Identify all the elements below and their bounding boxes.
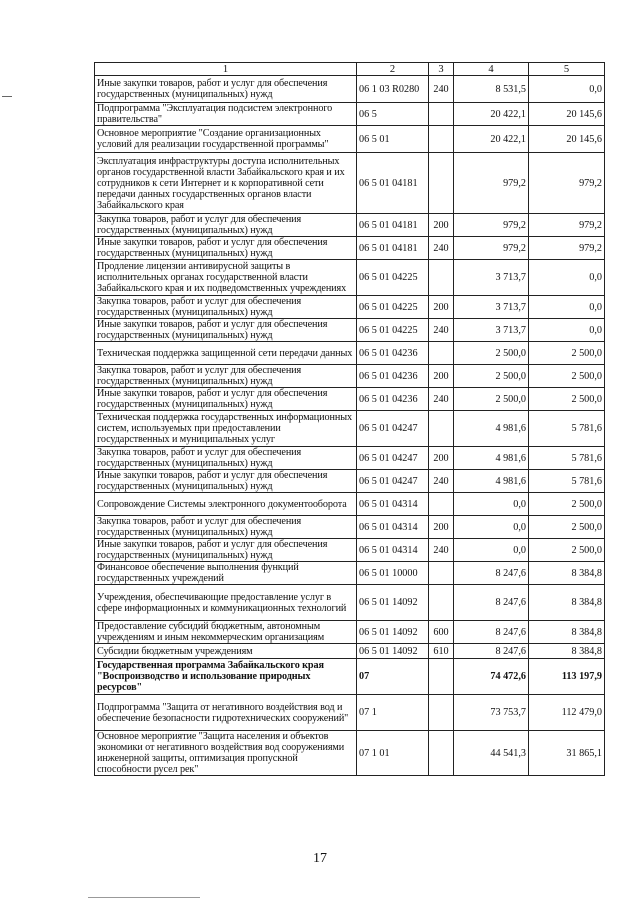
row-value-2024-cell: 979,2	[529, 153, 605, 214]
row-code-cell: 06 5 01 04314	[357, 516, 429, 539]
row-code-cell: 06 5 01	[357, 126, 429, 153]
table-row	[95, 621, 605, 644]
row-name-cell: Основное мероприятие "Создание организационных условий для реализации государственной программы"	[95, 126, 357, 153]
row-code-cell: 06 5	[357, 103, 429, 126]
row-name-cell: Подпрограмма "Защита от негативного воздействия вод и обеспечение безопасности гидротехнических сооружений"	[95, 695, 357, 731]
row-name-cell: Субсидии бюджетным учреждениям	[95, 644, 357, 659]
row-name-cell: Закупка товаров, работ и услуг для обеспечения государственных (муниципальных) нужд	[95, 296, 357, 319]
row-value-2024-cell: 2 500,0	[529, 365, 605, 388]
row-name-cell: Продление лицензии антивирусной защиты в исполнительных органах государственной власти Забайкальского края и их подведомственных учреждениях	[95, 260, 357, 296]
row-value-2023-cell: 2 500,0	[454, 342, 529, 365]
row-vr-cell: 200	[429, 296, 454, 319]
row-value-2024-cell: 5 781,6	[529, 447, 605, 470]
row-vr-cell	[429, 562, 454, 585]
row-code-cell: 06 5 01 14092	[357, 585, 429, 621]
row-code-cell: 06 5 01 04236	[357, 365, 429, 388]
row-vr-cell	[429, 126, 454, 153]
row-name-cell: Иные закупки товаров, работ и услуг для обеспечения государственных (муниципальных) нужд	[95, 76, 357, 103]
row-value-2023-cell: 3 713,7	[454, 296, 529, 319]
table-row	[95, 411, 605, 447]
table-row	[95, 470, 605, 493]
table-row	[95, 659, 605, 695]
row-value-2024-cell: 20 145,6	[529, 126, 605, 153]
row-value-2024-cell: 8 384,8	[529, 621, 605, 644]
row-value-2023-cell: 979,2	[454, 153, 529, 214]
budget-table	[94, 62, 605, 776]
table-row	[95, 585, 605, 621]
table-body	[95, 76, 605, 776]
row-value-2024-cell: 8 384,8	[529, 644, 605, 659]
table-row	[95, 237, 605, 260]
row-code-cell: 06 5 01 04247	[357, 411, 429, 447]
row-name-cell: Закупка товаров, работ и услуг для обеспечения государственных (муниципальных) нужд	[95, 516, 357, 539]
row-vr-cell: 200	[429, 214, 454, 237]
row-code-cell: 07 1	[357, 695, 429, 731]
row-vr-cell: 240	[429, 470, 454, 493]
row-vr-cell: 200	[429, 365, 454, 388]
row-code-cell: 06 5 01 04225	[357, 319, 429, 342]
row-name-cell: Иные закупки товаров, работ и услуг для обеспечения государственных (муниципальных) нужд	[95, 237, 357, 260]
row-code-cell: 06 5 01 04247	[357, 470, 429, 493]
table-row	[95, 214, 605, 237]
row-value-2024-cell: 0,0	[529, 76, 605, 103]
row-vr-cell: 240	[429, 388, 454, 411]
row-value-2023-cell: 4 981,6	[454, 411, 529, 447]
table-row	[95, 103, 605, 126]
row-value-2023-cell: 4 981,6	[454, 470, 529, 493]
header-col-1: 1	[95, 63, 357, 76]
table-row	[95, 731, 605, 776]
table-row	[95, 493, 605, 516]
row-code-cell: 06 5 01 14092	[357, 621, 429, 644]
row-vr-cell: 240	[429, 539, 454, 562]
table-row	[95, 644, 605, 659]
row-name-cell: Иные закупки товаров, работ и услуг для обеспечения государственных (муниципальных) нужд	[95, 388, 357, 411]
row-value-2023-cell: 979,2	[454, 214, 529, 237]
table-row	[95, 365, 605, 388]
row-name-cell: Государственная программа Забайкальского края "Воспроизводство и использование природных ресурсов"	[95, 659, 357, 695]
header-col-5: 5	[529, 63, 605, 76]
row-value-2024-cell: 31 865,1	[529, 731, 605, 776]
row-code-cell: 06 5 01 04181	[357, 153, 429, 214]
row-value-2023-cell: 8 247,6	[454, 644, 529, 659]
table-row	[95, 447, 605, 470]
row-value-2024-cell: 20 145,6	[529, 103, 605, 126]
row-name-cell: Основное мероприятие "Защита населения и объектов экономики от негативного воздействия вод сооружениями инженерной защиты, оптимизация пропускной способности русел рек"	[95, 731, 357, 776]
row-name-cell: Иные закупки товаров, работ и услуг для обеспечения государственных (муниципальных) нужд	[95, 539, 357, 562]
row-name-cell: Подпрограмма "Эксплуатация подсистем электронного правительства"	[95, 103, 357, 126]
row-vr-cell	[429, 103, 454, 126]
row-code-cell: 06 5 01 04225	[357, 260, 429, 296]
row-vr-cell	[429, 731, 454, 776]
row-value-2024-cell: 979,2	[529, 237, 605, 260]
table-row	[95, 516, 605, 539]
row-value-2023-cell: 2 500,0	[454, 365, 529, 388]
row-code-cell: 07 1 01	[357, 731, 429, 776]
row-name-cell: Техническая поддержка защищенной сети передачи данных	[95, 342, 357, 365]
margin-mark	[2, 96, 12, 97]
row-name-cell: Техническая поддержка государственных информационных систем, используемых при предоставлении государственных и муниципальных услуг	[95, 411, 357, 447]
row-name-cell: Учреждения, обеспечивающие предоставление услуг в сфере информационных и коммуникационных технологий	[95, 585, 357, 621]
row-value-2023-cell: 20 422,1	[454, 126, 529, 153]
table-row	[95, 296, 605, 319]
header-col-2: 2	[357, 63, 429, 76]
row-value-2024-cell: 979,2	[529, 214, 605, 237]
row-value-2023-cell: 2 500,0	[454, 388, 529, 411]
row-value-2023-cell: 8 247,6	[454, 562, 529, 585]
row-value-2023-cell: 74 472,6	[454, 659, 529, 695]
table-row	[95, 126, 605, 153]
row-value-2023-cell: 0,0	[454, 516, 529, 539]
row-value-2024-cell: 0,0	[529, 319, 605, 342]
row-value-2024-cell: 2 500,0	[529, 388, 605, 411]
table-row	[95, 260, 605, 296]
row-code-cell: 07	[357, 659, 429, 695]
row-vr-cell	[429, 493, 454, 516]
row-vr-cell: 610	[429, 644, 454, 659]
row-value-2024-cell: 112 479,0	[529, 695, 605, 731]
row-name-cell: Предоставление субсидий бюджетным, автономным учреждениям и иным некоммерческим организациям	[95, 621, 357, 644]
table-row	[95, 695, 605, 731]
row-value-2024-cell: 2 500,0	[529, 493, 605, 516]
row-value-2024-cell: 2 500,0	[529, 516, 605, 539]
row-name-cell: Закупка товаров, работ и услуг для обеспечения государственных (муниципальных) нужд	[95, 214, 357, 237]
row-code-cell: 06 1 03 R0280	[357, 76, 429, 103]
row-value-2023-cell: 73 753,7	[454, 695, 529, 731]
table-row	[95, 342, 605, 365]
row-vr-cell: 600	[429, 621, 454, 644]
row-value-2024-cell: 0,0	[529, 260, 605, 296]
row-vr-cell	[429, 411, 454, 447]
row-code-cell: 06 5 01 10000	[357, 562, 429, 585]
row-vr-cell	[429, 695, 454, 731]
row-value-2023-cell: 8 531,5	[454, 76, 529, 103]
row-value-2024-cell: 8 384,8	[529, 562, 605, 585]
row-vr-cell: 240	[429, 319, 454, 342]
page-number: 17	[313, 851, 327, 866]
row-vr-cell: 200	[429, 516, 454, 539]
row-value-2024-cell: 8 384,8	[529, 585, 605, 621]
row-value-2024-cell: 113 197,9	[529, 659, 605, 695]
row-code-cell: 06 5 01 04247	[357, 447, 429, 470]
row-vr-cell: 240	[429, 76, 454, 103]
row-code-cell: 06 5 01 04236	[357, 388, 429, 411]
row-code-cell: 06 5 01 04181	[357, 237, 429, 260]
row-code-cell: 06 5 01 04236	[357, 342, 429, 365]
table-row	[95, 562, 605, 585]
row-code-cell: 06 5 01 04181	[357, 214, 429, 237]
row-value-2023-cell: 44 541,3	[454, 731, 529, 776]
table-row	[95, 388, 605, 411]
row-value-2024-cell: 5 781,6	[529, 411, 605, 447]
row-vr-cell: 240	[429, 237, 454, 260]
row-value-2023-cell: 20 422,1	[454, 103, 529, 126]
row-value-2023-cell: 3 713,7	[454, 319, 529, 342]
row-name-cell: Закупка товаров, работ и услуг для обеспечения государственных (муниципальных) нужд	[95, 365, 357, 388]
table-row	[95, 153, 605, 214]
row-value-2023-cell: 8 247,6	[454, 585, 529, 621]
table-row	[95, 76, 605, 103]
row-vr-cell	[429, 659, 454, 695]
table-row	[95, 319, 605, 342]
row-value-2023-cell: 8 247,6	[454, 621, 529, 644]
row-value-2023-cell: 4 981,6	[454, 447, 529, 470]
row-name-cell: Иные закупки товаров, работ и услуг для обеспечения государственных (муниципальных) нужд	[95, 319, 357, 342]
row-value-2024-cell: 2 500,0	[529, 342, 605, 365]
row-value-2023-cell: 3 713,7	[454, 260, 529, 296]
row-value-2023-cell: 979,2	[454, 237, 529, 260]
row-name-cell: Финансовое обеспечение выполнения функций государственных учреждений	[95, 562, 357, 585]
row-value-2024-cell: 5 781,6	[529, 470, 605, 493]
row-name-cell: Сопровождение Системы электронного документооборота	[95, 493, 357, 516]
row-value-2023-cell: 0,0	[454, 539, 529, 562]
row-name-cell: Закупка товаров, работ и услуг для обеспечения государственных (муниципальных) нужд	[95, 447, 357, 470]
row-code-cell: 06 5 01 04314	[357, 493, 429, 516]
row-value-2024-cell: 0,0	[529, 296, 605, 319]
footnote-rule	[88, 897, 200, 898]
row-vr-cell: 200	[429, 447, 454, 470]
table-row	[95, 539, 605, 562]
row-vr-cell	[429, 260, 454, 296]
row-vr-cell	[429, 342, 454, 365]
row-code-cell: 06 5 01 04225	[357, 296, 429, 319]
row-code-cell: 06 5 01 04314	[357, 539, 429, 562]
table-header-row	[95, 63, 605, 76]
header-col-3: 3	[429, 63, 454, 76]
header-col-4: 4	[454, 63, 529, 76]
row-vr-cell	[429, 153, 454, 214]
row-vr-cell	[429, 585, 454, 621]
row-name-cell: Эксплуатация инфраструктуры доступа исполнительных органов государственной власти Забайкальского края и их сотрудников к сети Интернет и к корпоративной сети передачи данных государственных органов власти Забайкальского края	[95, 153, 357, 214]
row-name-cell: Иные закупки товаров, работ и услуг для обеспечения государственных (муниципальных) нужд	[95, 470, 357, 493]
row-value-2024-cell: 2 500,0	[529, 539, 605, 562]
row-value-2023-cell: 0,0	[454, 493, 529, 516]
row-code-cell: 06 5 01 14092	[357, 644, 429, 659]
